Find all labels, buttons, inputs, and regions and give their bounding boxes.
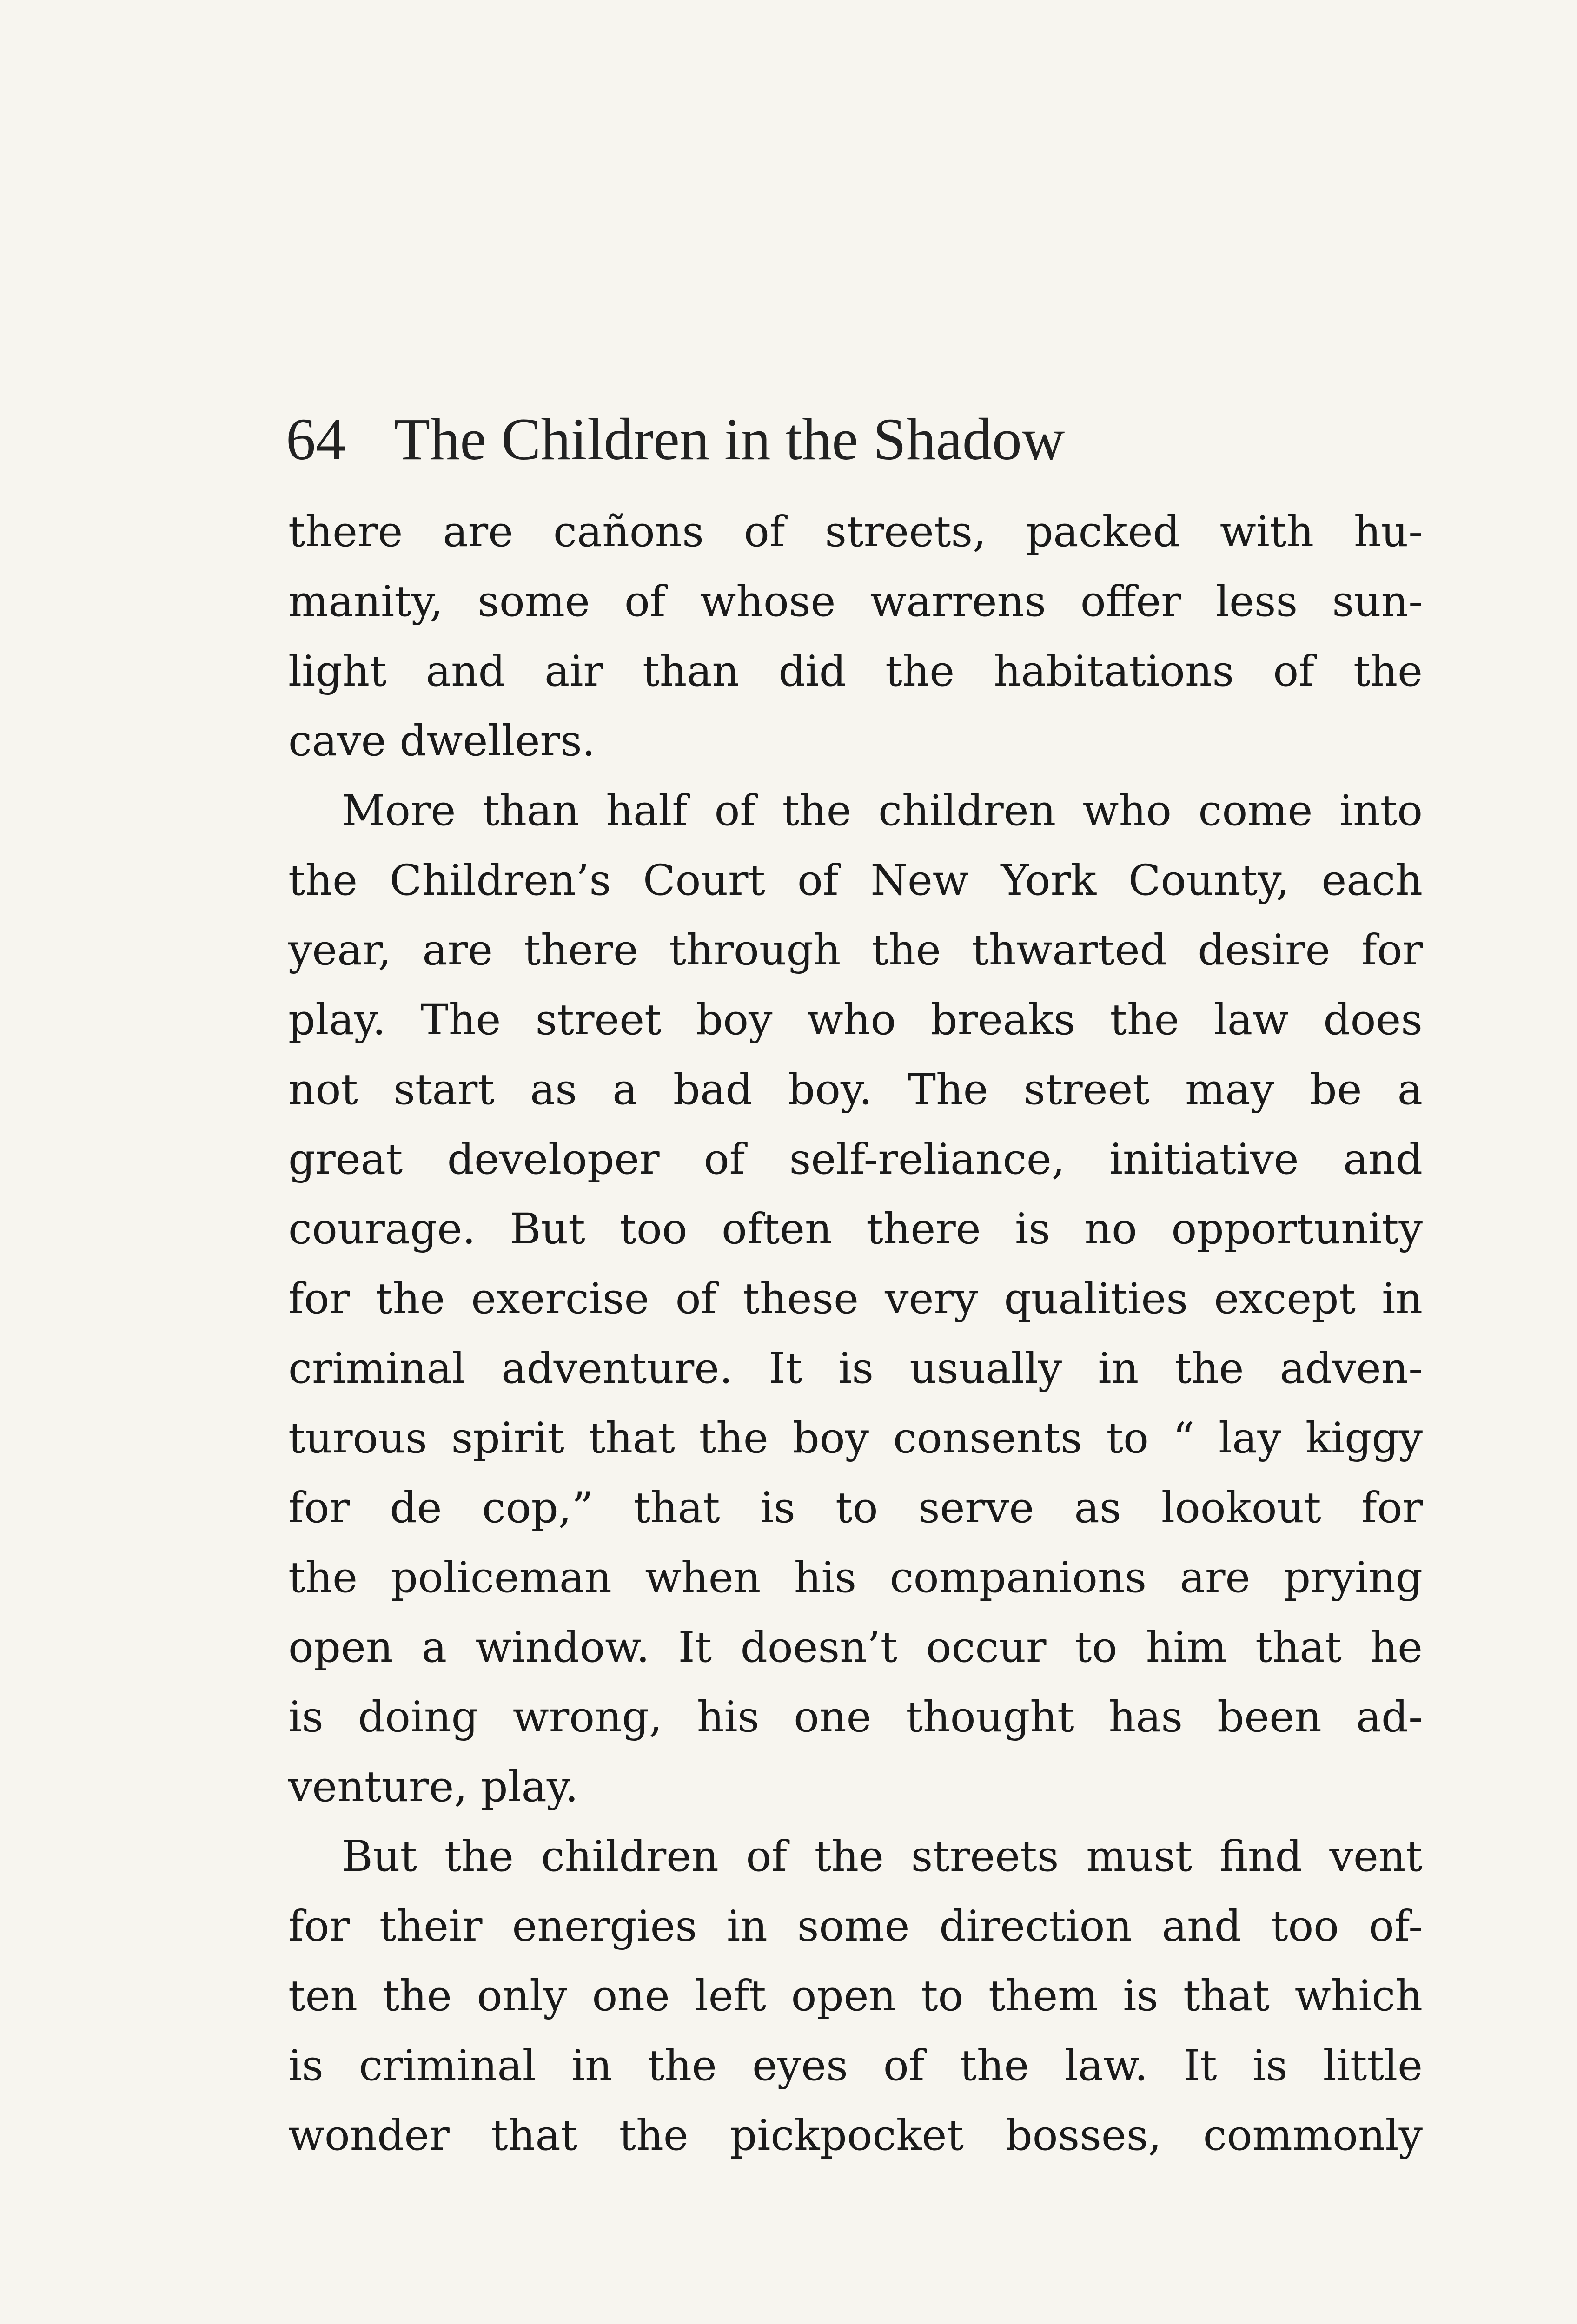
paragraph [288,1822,1423,2171]
text-line: criminal adventure. It is usually in the adven- [288,1344,1423,1393]
paragraph [288,776,1423,1822]
text-line: year, are there through the thwarted desire for [288,926,1423,975]
text-line: light and air than did the habitations of the [288,647,1423,696]
text-line: the Children’s Court of New York County, each [288,856,1423,905]
text-line: courage. But too often there is no opportunity [288,1205,1423,1254]
text-line: for de cop,” that is to serve as lookout for [288,1484,1423,1532]
text-line: More than half of the children who come into [342,786,1423,835]
text-line: But the children of the streets must find vent [342,1832,1423,1881]
text-line: for their energies in some direction and too of- [288,1902,1423,1951]
text-line: play. The street boy who breaks the law does [288,996,1423,1044]
text-line: venture, play. [288,1763,579,1811]
text-line: ten the only one left open to them is that which [288,1972,1423,2020]
text-line: for the exercise of these very qualities except in [288,1274,1423,1323]
text-line: not start as a bad boy. The street may be a [288,1065,1423,1114]
text-line: is doing wrong, his one thought has been ad- [288,1693,1423,1742]
page-number: 64 [286,406,345,472]
text-line: great developer of self-reliance, initiative and [288,1135,1423,1184]
text-line: turous spirit that the boy consents to “ lay kiggy [288,1414,1423,1463]
text-line: the policeman when his companions are prying [288,1553,1423,1602]
text-line: open a window. It doesn’t occur to him that he [288,1623,1423,1672]
text-line: wonder that the pickpocket bosses, commonly [288,2111,1423,2160]
text-line: is criminal in the eyes of the law. It is little [288,2041,1423,2090]
running-header [286,404,1425,474]
text-line: there are cañons of streets, packed with hu- [288,508,1423,556]
text-line: cave dwellers. [288,717,596,766]
running-title: The Children in the Shadow [394,406,1065,472]
body-text [288,497,1423,2171]
text-line: manity, some of whose warrens offer less sun- [288,577,1423,626]
paragraph [288,497,1423,776]
